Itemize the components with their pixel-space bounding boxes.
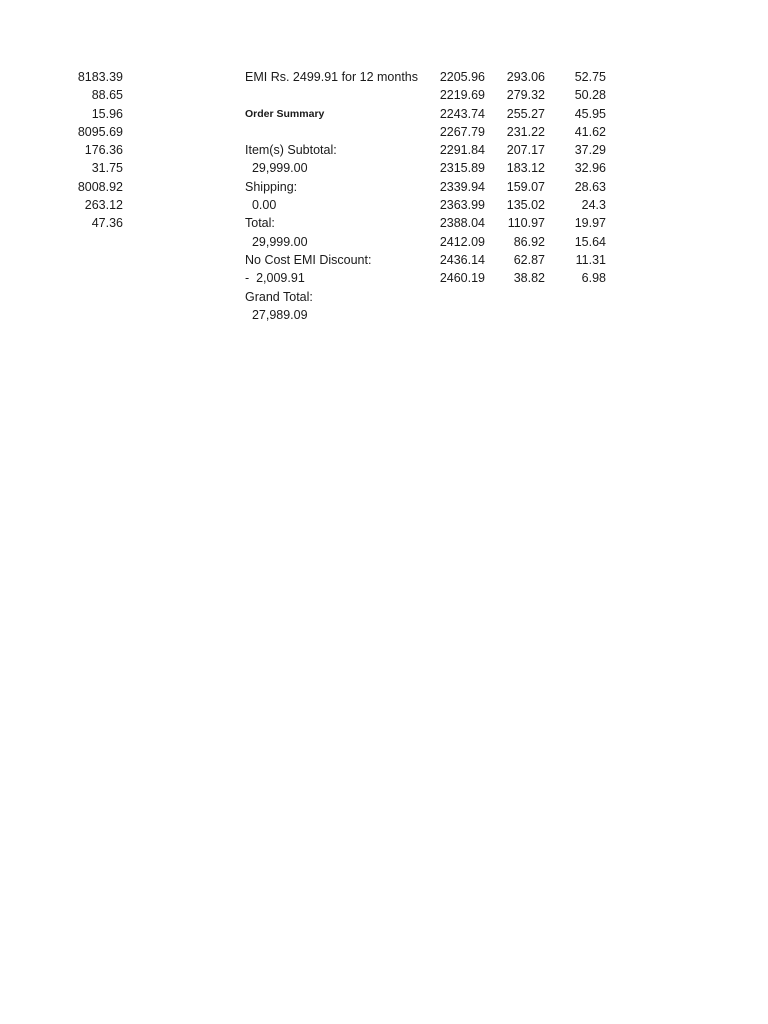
cell: 183.12 xyxy=(506,161,545,176)
cell: 176.36 xyxy=(84,143,123,158)
cell: 2363.99 xyxy=(439,198,485,213)
cell: 86.92 xyxy=(513,234,545,249)
cell: 2436.14 xyxy=(439,252,485,267)
order-summary-column xyxy=(245,68,435,324)
cell: 11.31 xyxy=(575,252,606,267)
cell: 15.96 xyxy=(91,106,123,121)
total-label: Total: xyxy=(245,216,275,231)
cell: 37.29 xyxy=(574,143,606,158)
cell: 19.97 xyxy=(574,216,606,231)
cell: 279.32 xyxy=(506,88,545,103)
total-value: 29,999.00 xyxy=(245,234,308,249)
cell: 24.3 xyxy=(581,198,606,213)
column-d xyxy=(494,68,545,288)
cell: 110.97 xyxy=(507,216,545,231)
order-summary-heading: Order Summary xyxy=(245,107,325,120)
cell: 293.06 xyxy=(506,70,545,84)
cell: 2388.04 xyxy=(439,216,485,231)
cell: 255.27 xyxy=(506,106,545,121)
blank-cell xyxy=(245,123,435,141)
cell: 263.12 xyxy=(84,198,123,213)
subtotal-value: 29,999.00 xyxy=(245,161,308,176)
cell: 2460.19 xyxy=(439,271,485,286)
column-a xyxy=(60,68,123,233)
cell: 8183.39 xyxy=(77,70,123,84)
cell: 50.28 xyxy=(574,88,606,103)
cell: 8008.92 xyxy=(77,179,123,194)
grand-total-label: Grand Total: xyxy=(245,289,313,304)
cell: 62.87 xyxy=(513,252,545,267)
blank-cell xyxy=(245,86,435,104)
cell: 41.62 xyxy=(574,124,606,139)
subtotal-label: Item(s) Subtotal: xyxy=(245,143,337,158)
cell: 32.96 xyxy=(574,161,606,176)
cell: 47.36 xyxy=(91,216,123,231)
cell: 2267.79 xyxy=(439,124,485,139)
cell: 2205.96 xyxy=(439,70,485,84)
cell: 6.98 xyxy=(581,271,606,286)
cell: 2339.94 xyxy=(439,179,485,194)
cell: 2243.74 xyxy=(439,106,485,121)
cell: 2219.69 xyxy=(439,88,485,103)
column-c xyxy=(428,68,485,288)
grand-total-value: 27,989.09 xyxy=(245,307,308,322)
cell: 135.02 xyxy=(506,198,545,213)
cell: 2291.84 xyxy=(439,143,485,158)
cell: 231.22 xyxy=(506,124,545,139)
cell: 2315.89 xyxy=(439,161,485,176)
cell: 88.65 xyxy=(91,88,123,103)
shipping-label: Shipping: xyxy=(245,179,298,194)
cell: 207.17 xyxy=(506,143,545,158)
cell: 159.07 xyxy=(506,179,545,194)
cell: 15.64 xyxy=(574,234,606,249)
cell: 31.75 xyxy=(91,161,123,176)
cell: 8095.69 xyxy=(77,124,123,139)
cell: 45.95 xyxy=(574,106,606,121)
cell: 52.75 xyxy=(574,70,606,84)
cell: 2412.09 xyxy=(439,234,485,249)
discount-value: - 2,009.91 xyxy=(245,271,305,286)
cell: 38.82 xyxy=(513,271,545,286)
column-e xyxy=(555,68,606,288)
cell: 28.63 xyxy=(574,179,606,194)
discount-label: No Cost EMI Discount: xyxy=(245,252,372,267)
shipping-value: 0.00 xyxy=(245,198,277,213)
emi-label: EMI Rs. 2499.91 for 12 months xyxy=(245,70,419,84)
